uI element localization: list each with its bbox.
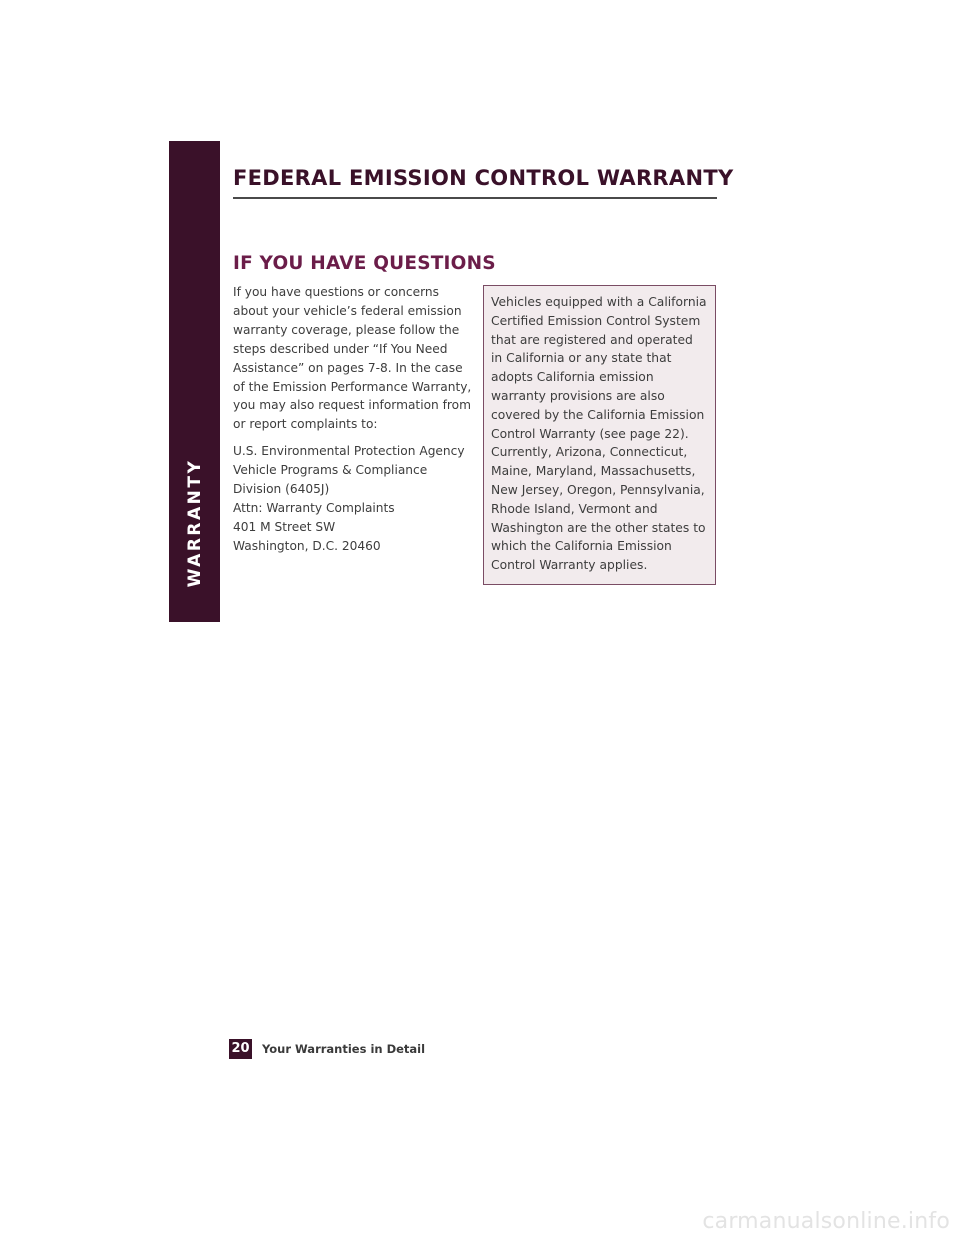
header-divider [233, 197, 717, 199]
page-footer [229, 1039, 425, 1059]
sidebar-tab [169, 141, 220, 622]
left-column [233, 283, 473, 564]
address-line: Washington, D.C. 20460 [233, 538, 381, 553]
address-block [233, 442, 473, 555]
address-line: U.S. Environmental Protection Agency [233, 444, 465, 459]
footer-title: Your Warranties in Detail [262, 1042, 426, 1056]
address-line: Vehicle Programs & Compliance [233, 463, 428, 478]
info-box-text: Vehicles equipped with a California Certified Emission Control System that are registered and operated in California or any state that adopts California emission warranty provisions are also covered by the California Emission Control Warranty (see page 22). Currently, Arizona, Connecticut, Maine, Maryland, Massachusetts, New Jersey, Oregon, Pennsylvania, Rhode Island, Vermont and Washington are the other states to which the California Emission Control Warranty applies. [491, 295, 707, 573]
watermark: carmanualsonline.info [702, 1209, 950, 1234]
address-line: 401 M Street SW [233, 519, 336, 534]
intro-paragraph: If you have questions or concerns about your vehicle’s federal emission warranty coverage, please follow the steps described under “If You Need Assistance” on pages 7-8. In the case of the Emission Performance Warranty, you may also request information from or report complaints to: [233, 285, 472, 432]
page-title: FEDERAL EMISSION CONTROL WARRANTY [233, 166, 734, 190]
address-line: Division (6405J) [233, 482, 330, 497]
sidebar-label: WARRANTY [184, 458, 205, 588]
section-heading: IF YOU HAVE QUESTIONS [233, 253, 496, 274]
page-number: 20 [229, 1039, 252, 1059]
address-line: Attn: Warranty Complaints [233, 500, 395, 515]
california-info-box [483, 285, 716, 585]
